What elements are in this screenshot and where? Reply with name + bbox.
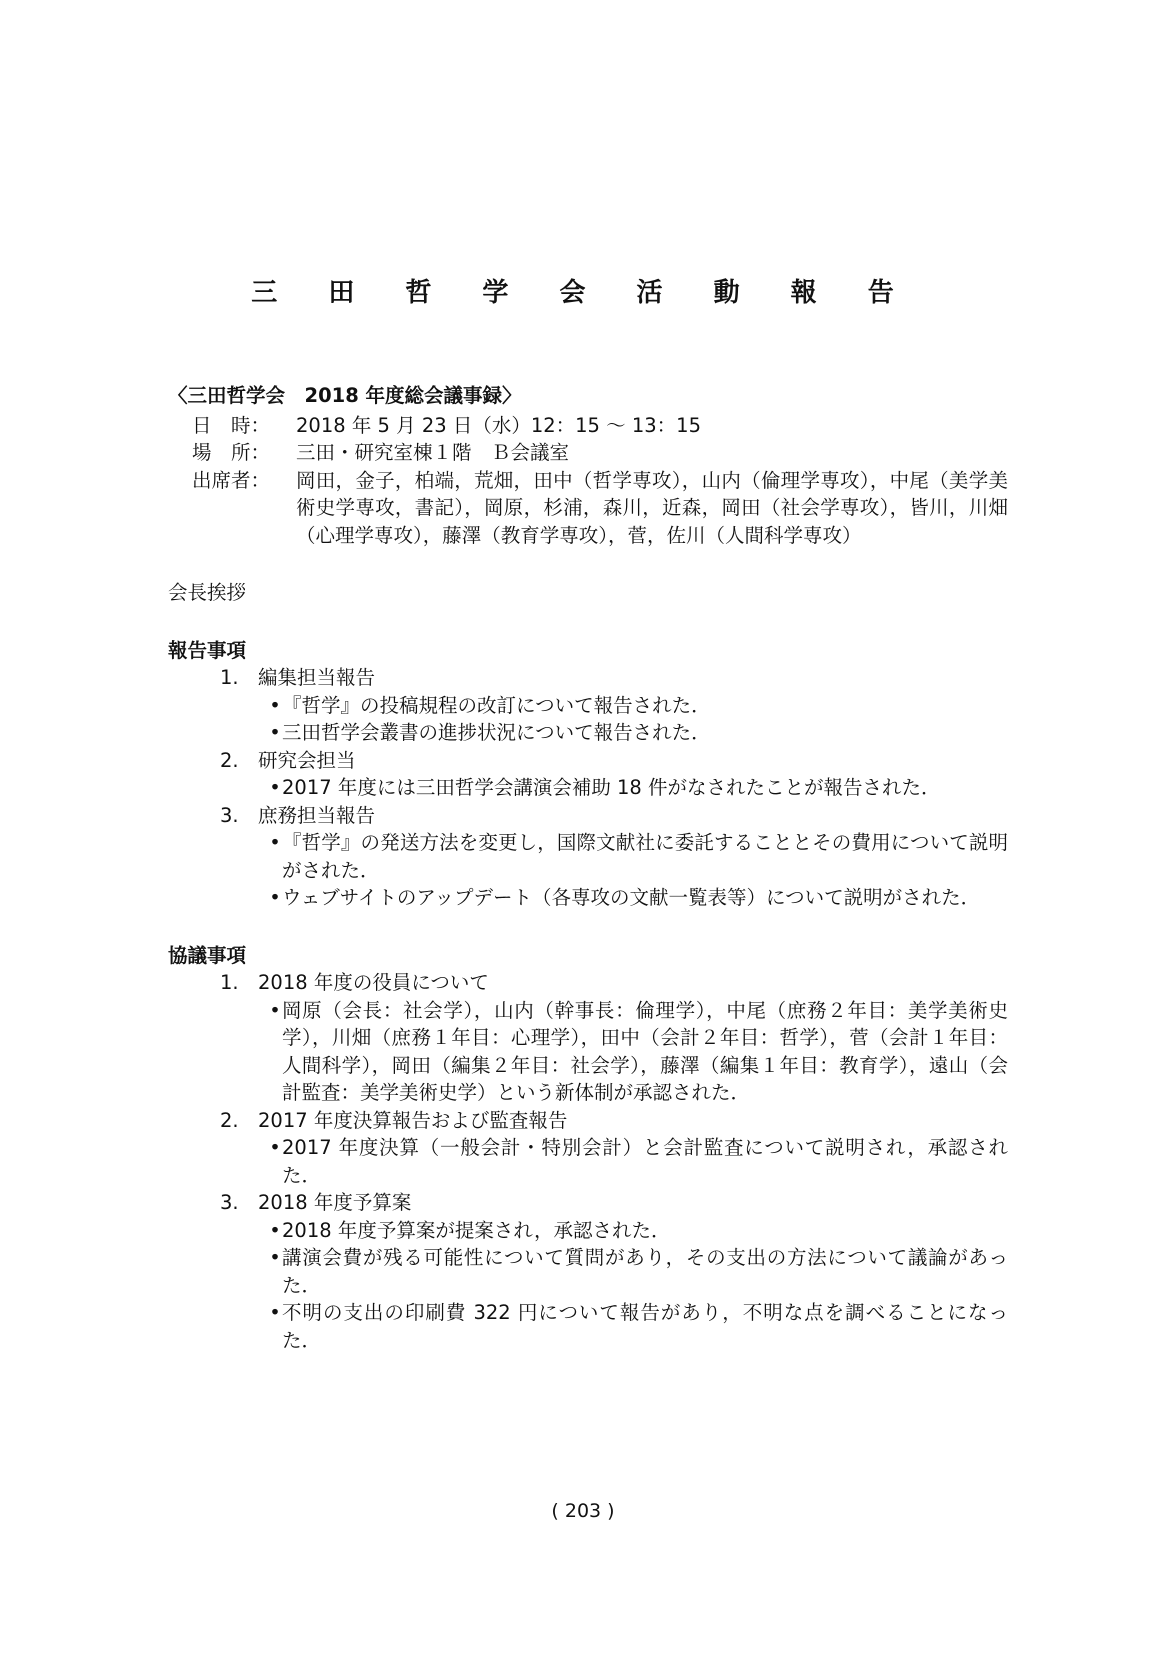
bullet-item [268, 884, 1008, 912]
item-title: 2018 年度予算案 [258, 1191, 412, 1214]
page-number: ( 203 ) [551, 1500, 615, 1522]
bullet-text: 『哲学』の発送方法を変更し，国際文献社に委託することとその費用について説明がされた． [282, 831, 1008, 882]
item-title: 研究会担当 [258, 748, 356, 772]
report-item [220, 747, 1008, 775]
bullet-list [268, 829, 1008, 912]
meeting-meta [192, 412, 1008, 550]
bullet-text: 『哲学』の投稿規程の改訂について報告された． [282, 693, 711, 717]
discussion-item [220, 1189, 1008, 1217]
item-title: 編集担当報告 [258, 666, 376, 689]
bullet-dot: • [269, 1218, 281, 1242]
page-title: 三 田 哲 学 会 活 動 報 告 [251, 278, 915, 308]
meta-place-label: 場 所： [192, 441, 271, 464]
bullet-text: 2017 年度決算（一般会計・特別会計）と会計監査について説明され，承認された． [282, 1136, 1008, 1187]
bullet-dot: • [269, 721, 281, 744]
bullet-text: 岡原（会長：社会学），山内（幹事長：倫理学），中尾（庶務２年目：美学美術史学），川畑（庶務１年目：心理学），田中（会計２年目：哲学），菅（会計１年目：人間科学），岡田（編集２年目：社会学），藤澤（編集１年目：教育学），遠山（会計監査：美学美術史学）という新体制が承認された． [282, 998, 1008, 1104]
discussion-heading: 協議事項 [168, 943, 247, 967]
item-title: 2017 年度決算報告および監査報告 [258, 1108, 568, 1132]
meta-attendees-label: 出席者： [192, 468, 271, 492]
bullet-dot: • [269, 1136, 281, 1159]
bullet-list [268, 692, 1008, 747]
item-number: 1. [220, 971, 239, 994]
bullet-item [268, 1217, 1008, 1245]
meta-place [192, 439, 1008, 467]
discussion-item [220, 969, 1008, 997]
item-number: 3. [220, 1191, 239, 1214]
item-number: 2. [220, 748, 239, 772]
report-heading: 報告事項 [168, 638, 247, 662]
meta-date-value: 2018 年 5 月 23 日（水）12：15 ～ 13：15 [296, 413, 701, 437]
bullet-dot: • [269, 998, 281, 1022]
item-number: 3. [220, 803, 239, 827]
bullet-list [268, 1134, 1008, 1189]
meta-attendees-value: 岡田，金子，柏端，荒畑，田中（哲学専攻），山内（倫理学専攻），中尾（美学美術史学専攻，書記），岡原，杉浦，森川，近森，岡田（社会学専攻），皆川，川畑（心理学専攻），藤澤（教育学専攻），菅，佐川（人間科学専攻） [296, 468, 1008, 547]
bullet-text: 2017 年度には三田哲学会講演会補助 18 件がなされたことが報告された． [282, 776, 941, 799]
bullet-dot: • [269, 1301, 281, 1324]
item-number: 1. [220, 666, 239, 689]
bullet-text: 2018 年度予算案が提案され，承認された． [282, 1218, 671, 1242]
bullet-item [268, 997, 1008, 1107]
bullet-text: ウェブサイトのアップデート（各専攻の文献一覧表等）について説明がされた． [282, 886, 981, 909]
bullet-item [268, 1299, 1008, 1354]
item-number: 2. [220, 1108, 239, 1132]
bullet-dot: • [269, 886, 281, 909]
item-title: 庶務担当報告 [258, 803, 376, 827]
bullet-item [268, 1134, 1008, 1189]
meta-place-value: 三田・研究室棟１階 Ｂ会議室 [296, 441, 570, 464]
bullet-list [268, 774, 1008, 802]
report-item [220, 664, 1008, 692]
meta-date [192, 412, 1008, 440]
discussion-item [220, 1107, 1008, 1135]
bullet-item [268, 719, 1008, 747]
bullet-dot: • [269, 776, 281, 799]
meta-date-label: 日 時： [192, 413, 271, 437]
section-title: 〈三田哲学会 2018 年度総会議事録〉 [168, 384, 522, 407]
bullet-dot: • [269, 831, 281, 854]
bullet-text: 講演会費が残る可能性について質問があり，その支出の方法について議論があった． [282, 1246, 1008, 1297]
bullet-list [268, 1217, 1008, 1355]
bullet-list [268, 997, 1008, 1107]
bullet-dot: • [269, 693, 281, 717]
greeting: 会長挨拶 [168, 581, 247, 604]
bullet-item [268, 1244, 1008, 1299]
bullet-item [268, 829, 1008, 884]
meta-attendees [192, 467, 1008, 550]
bullet-item [268, 774, 1008, 802]
report-item [220, 802, 1008, 830]
bullet-item [268, 692, 1008, 720]
bullet-text: 不明の支出の印刷費 322 円について報告があり，不明な点を調べることになった． [282, 1301, 1008, 1352]
minutes-body [168, 382, 1008, 1354]
bullet-dot: • [269, 1246, 281, 1269]
bullet-text: 三田哲学会叢書の進捗状況について報告された． [282, 721, 711, 744]
item-title: 2018 年度の役員について [258, 971, 489, 994]
